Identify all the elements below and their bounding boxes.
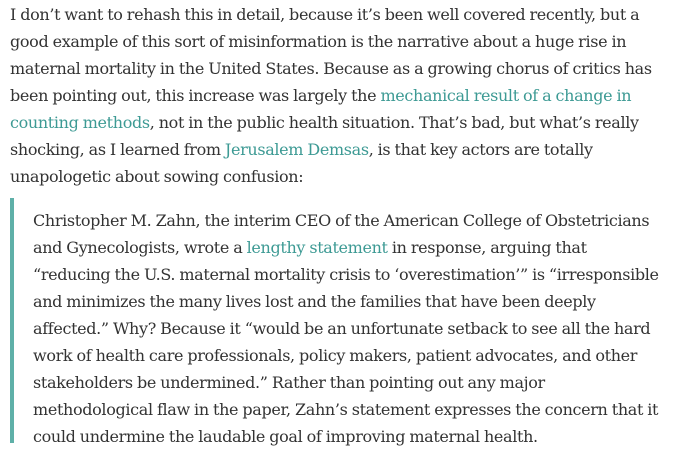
paragraph-text-end: , is that key actors are totally unapologetic about sowing confusion: xyxy=(10,140,593,186)
counting-methods-link[interactable]: mechanical result of a change in counting methods xyxy=(10,86,632,132)
quote-text-end: in response, arguing that “reducing the U.S. maternal mortality crisis to ‘overestimation’” is “irresponsible and minimizes the many lives lost and the families that have been deeply affected.” Why? Because it “would be an unfortunate setback to see all the hard work of health care professionals, policy makers, patient advocates, and other stakeholders be undermined.” Rather than pointing out any major methodological flaw in the paper, Zahn’s statement expresses the concern that it could undermine the laudable goal of improving maternal health. xyxy=(33,238,659,446)
quote-text-start: Christopher M. Zahn, the interim CEO of the American College of Obstetricians and Gynecologists, wrote a xyxy=(33,211,650,257)
blockquote-paragraph xyxy=(33,207,663,450)
intro-paragraph xyxy=(10,1,660,190)
jerusalem-demsas-link[interactable]: Jerusalem Demsas xyxy=(224,140,369,159)
paragraph-text-start: I don’t want to rehash this in detail, because it’s been well covered recently, but a good example of this sort of misinformation is the narrative about a huge rise in maternal mortality in the United States. Because as a growing chorus of critics has been pointing out, this increase was largely the xyxy=(10,5,652,105)
lengthy-statement-link[interactable]: lengthy statement xyxy=(246,238,388,257)
blockquote xyxy=(10,198,670,446)
blockquote-bar xyxy=(10,198,14,443)
paragraph-text-middle: , not in the public health situation. That’s bad, but what’s really shocking, as I learned from xyxy=(10,113,639,159)
